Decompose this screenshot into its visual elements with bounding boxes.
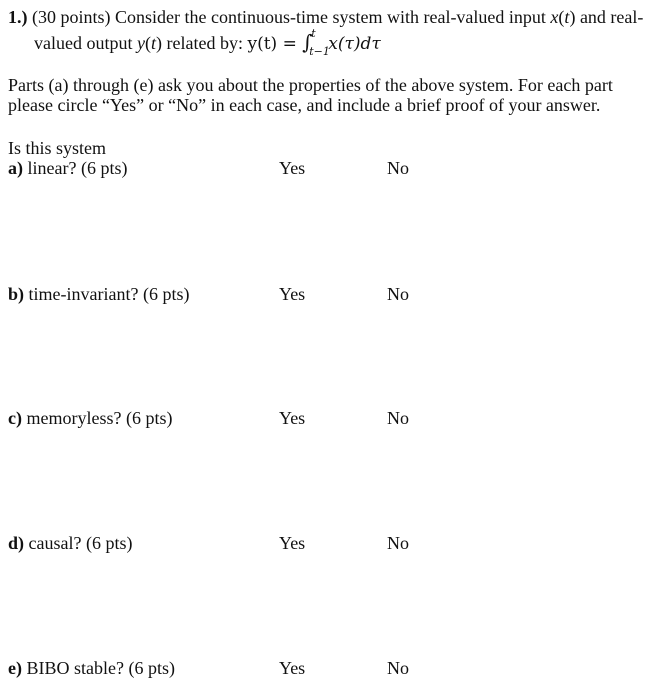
part-b-text: time-invariant? (6 pts)	[28, 284, 190, 304]
output-open-paren: (	[144, 33, 151, 53]
problem-intro: (30 points) Consider the continuous-time system with real-valued input	[32, 7, 546, 27]
part-c-text: memoryless? (6 pts)	[26, 408, 173, 428]
part-d-letter: d)	[8, 533, 25, 553]
part-d-no-option[interactable]: No	[387, 533, 409, 553]
equation	[247, 27, 381, 58]
part-d-yes-option[interactable]: Yes	[279, 533, 306, 553]
equation-integrand: x(τ)dτ	[328, 34, 381, 54]
part-a-label	[8, 157, 127, 179]
part-e-no-option[interactable]: No	[387, 658, 409, 678]
input-close-paren: )	[569, 7, 576, 27]
problem-statement-line1	[8, 6, 643, 28]
integral-sign	[302, 27, 330, 58]
output-close-paren: )	[156, 33, 162, 53]
part-d-label	[8, 532, 132, 554]
part-e-letter: e)	[8, 658, 22, 678]
input-t: t	[564, 7, 570, 27]
instructions-line2: please circle “Yes” or “No” in each case, and include a brief proof of your answer.	[8, 95, 601, 115]
instructions-line1: Parts (a) through (e) ask you about the properties of the above system. For each part	[8, 75, 613, 95]
part-b-no-option[interactable]: No	[387, 284, 409, 304]
part-a-letter: a)	[8, 158, 23, 178]
part-b-letter: b)	[8, 284, 25, 304]
question-header: Is this system	[8, 138, 107, 158]
input-open-paren: (	[558, 7, 565, 27]
part-a-no-option[interactable]: No	[387, 158, 409, 178]
part-e-yes-option[interactable]: Yes	[279, 658, 306, 678]
equation-lhs: y(t) =	[247, 34, 297, 54]
integral-lower-limit: t−1	[309, 45, 330, 58]
output-var: y	[136, 33, 145, 53]
and-real-text: and real-	[579, 7, 644, 27]
part-b-yes-option[interactable]: Yes	[279, 284, 306, 304]
input-var: x	[550, 7, 559, 27]
part-c-label	[8, 407, 172, 429]
part-a-yes-option[interactable]: Yes	[279, 158, 306, 178]
part-c-yes-option[interactable]: Yes	[279, 408, 306, 428]
output-t: t	[150, 33, 156, 53]
part-e-text: BIBO stable? (6 pts)	[26, 658, 175, 678]
part-b-label	[8, 283, 189, 305]
part-c-no-option[interactable]: No	[387, 408, 409, 428]
problem-statement-line2	[34, 27, 381, 58]
integral-upper-limit: t	[311, 27, 316, 40]
part-c-letter: c)	[8, 408, 22, 428]
part-e-label	[8, 657, 175, 679]
part-a-text: linear? (6 pts)	[27, 158, 128, 178]
part-d-text: causal? (6 pts)	[28, 533, 133, 553]
related-by-text: related by:	[166, 33, 243, 53]
integral-symbol: ∫	[302, 30, 313, 54]
valued-output-text: valued output	[34, 33, 133, 53]
problem-number: 1.)	[8, 7, 28, 27]
